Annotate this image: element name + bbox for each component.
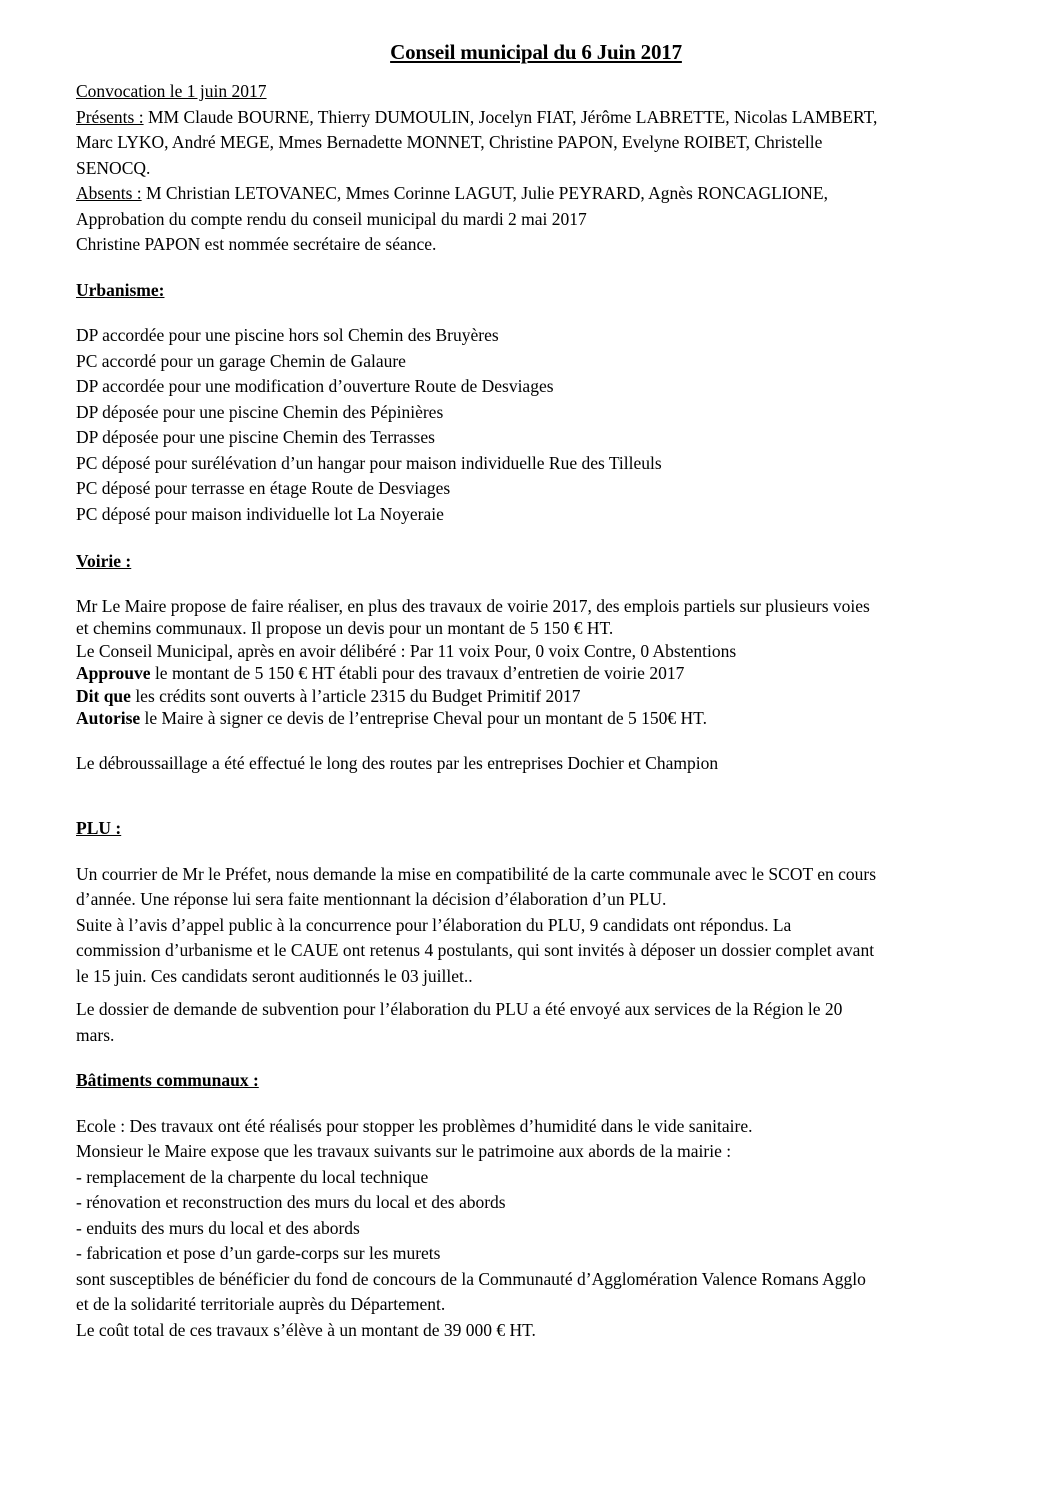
debroussaillage-line: Le débroussaillage a été effectué le long des routes par les entreprises Dochier et Champion xyxy=(76,752,719,773)
document-page xyxy=(76,40,996,1343)
batiments-line: Monsieur le Maire expose que les travaux suivants sur le patrimoine aux abords de la mairie : xyxy=(76,1141,732,1161)
batiments-line: - enduits des murs du local et des abords xyxy=(76,1217,360,1238)
ditque-text: les crédits sont ouverts à l’article 2315 du Budget Primitif 2017 xyxy=(130,685,581,706)
batiments-heading: Bâtiments communaux : xyxy=(76,1070,259,1090)
urbanisme-heading: Urbanisme: xyxy=(76,279,165,300)
urbanisme-item: PC déposé pour maison individuelle lot La Noyeraie xyxy=(76,503,444,524)
autorise-line xyxy=(76,707,996,730)
voirie-line-2: et chemins communaux. Il propose un devis pour un montant de 5 150 € HT. xyxy=(76,618,614,638)
plu-heading: PLU : xyxy=(76,818,122,838)
urbanisme-item: PC accordé pour un garage Chemin de Galaure xyxy=(76,350,406,371)
ditque-label: Dit que xyxy=(76,685,131,706)
batiments-line: Ecole : Des travaux ont été réalisés pour stopper les problèmes d’humidité dans le vide sanitaire. xyxy=(76,1115,753,1136)
batiments-line: sont susceptibles de bénéficier du fond de concours de la Communauté d’Agglomération Valence Romans Agglo xyxy=(76,1268,866,1289)
batiments-line: et de la solidarité territoriale auprès du Département. xyxy=(76,1294,446,1314)
intro-section xyxy=(76,79,996,258)
approuve-text: le montant de 5 150 € HT établi pour des travaux d’entretien de voirie 2017 xyxy=(150,663,685,683)
voirie-body xyxy=(76,595,996,775)
presents-label: Présents : xyxy=(76,106,144,127)
batiments-line: - rénovation et reconstruction des murs du local et des abords xyxy=(76,1192,506,1212)
absents-text: M Christian LETOVANEC, Mmes Corinne LAGUT, Julie PEYRARD, Agnès RONCAGLIONE, xyxy=(141,183,828,203)
absents-label: Absents : xyxy=(76,183,142,203)
voirie-heading: Voirie : xyxy=(76,551,132,571)
voirie-line-3: Le Conseil Municipal, après en avoir délibéré : Par 11 voix Pour, 0 voix Contre, 0 Abstentions xyxy=(76,640,737,661)
plu-paragraph-2 xyxy=(76,997,996,1048)
batiments-line: Le coût total de ces travaux s’élève à un montant de 39 000 € HT. xyxy=(76,1319,536,1340)
presents-text-1: MM Claude BOURNE, Thierry DUMOULIN, Jocelyn FIAT, Jérôme LABRETTE, Nicolas LAMBERT, xyxy=(143,106,878,127)
approuve-line xyxy=(76,662,996,685)
document-title: Conseil municipal du 6 Juin 2017 xyxy=(390,40,682,64)
autorise-text: le Maire à signer ce devis de l’entreprise Cheval pour un montant de 5 150€ HT. xyxy=(140,708,707,728)
plu-line: Suite à l’avis d’appel public à la concurrence pour l’élaboration du PLU, 9 candidats ont répondus. La xyxy=(76,914,792,935)
urbanisme-item: DP accordée pour une modification d’ouverture Route de Desviages xyxy=(76,376,554,396)
presents-line-1 xyxy=(76,105,996,131)
voirie-line-1: Mr Le Maire propose de faire réaliser, en plus des travaux de voirie 2017, des emplois partiels sur plusieurs voies xyxy=(76,595,870,616)
urbanisme-item: DP déposée pour une piscine Chemin des Terrasses xyxy=(76,427,435,447)
plu-line: commission d’urbanisme et le CAUE ont retenus 4 postulants, qui sont invités à déposer un dossier complet avant xyxy=(76,940,875,960)
plu-line: le 15 juin. Ces candidats seront auditionnés le 03 juillet.. xyxy=(76,965,473,986)
plu-line: d’année. Une réponse lui sera faite mentionnant la décision d’élaboration d’un PLU. xyxy=(76,889,667,909)
urbanisme-item: DP déposée pour une piscine Chemin des Pépinières xyxy=(76,401,444,422)
batiments-line: - fabrication et pose d’un garde-corps sur les murets xyxy=(76,1243,441,1263)
batiments-section xyxy=(76,1068,996,1343)
plu-line: Le dossier de demande de subvention pour l’élaboration du PLU a été envoyé aux services de la Région le 20 xyxy=(76,999,843,1019)
plu-line: mars. xyxy=(76,1024,115,1045)
voirie-section xyxy=(76,549,996,774)
secretaire-line: Christine PAPON est nommée secrétaire de séance. xyxy=(76,234,437,254)
urbanisme-item: PC déposé pour surélévation d’un hangar pour maison individuelle Rue des Tilleuls xyxy=(76,452,662,473)
presents-line-2: Marc LYKO, André MEGE, Mmes Bernadette MONNET, Christine PAPON, Evelyne ROIBET, Christelle xyxy=(76,132,823,152)
convocation-line: Convocation le 1 juin 2017 xyxy=(76,81,267,101)
autorise-label: Autorise xyxy=(76,708,141,728)
urbanisme-item: DP accordée pour une piscine hors sol Chemin des Bruyères xyxy=(76,325,499,345)
urbanisme-item: PC déposé pour terrasse en étage Route de Desviages xyxy=(76,478,451,498)
approbation-line: Approbation du compte rendu du conseil municipal du mardi 2 mai 2017 xyxy=(76,208,587,229)
batiments-line: - remplacement de la charpente du local technique xyxy=(76,1166,429,1187)
batiments-body xyxy=(76,1114,996,1344)
approuve-label: Approuve xyxy=(76,663,151,683)
urbanisme-section xyxy=(76,278,996,528)
absents-line xyxy=(76,181,996,207)
presents-line-3: SENOCQ. xyxy=(76,157,151,178)
ditque-line xyxy=(76,685,996,708)
plu-line: Un courrier de Mr le Préfet, nous demande la mise en compatibilité de la carte communale avec le SCOT en cours xyxy=(76,863,877,884)
plu-paragraph-1 xyxy=(76,862,996,990)
plu-section xyxy=(76,816,996,1048)
urbanisme-list xyxy=(76,323,996,527)
